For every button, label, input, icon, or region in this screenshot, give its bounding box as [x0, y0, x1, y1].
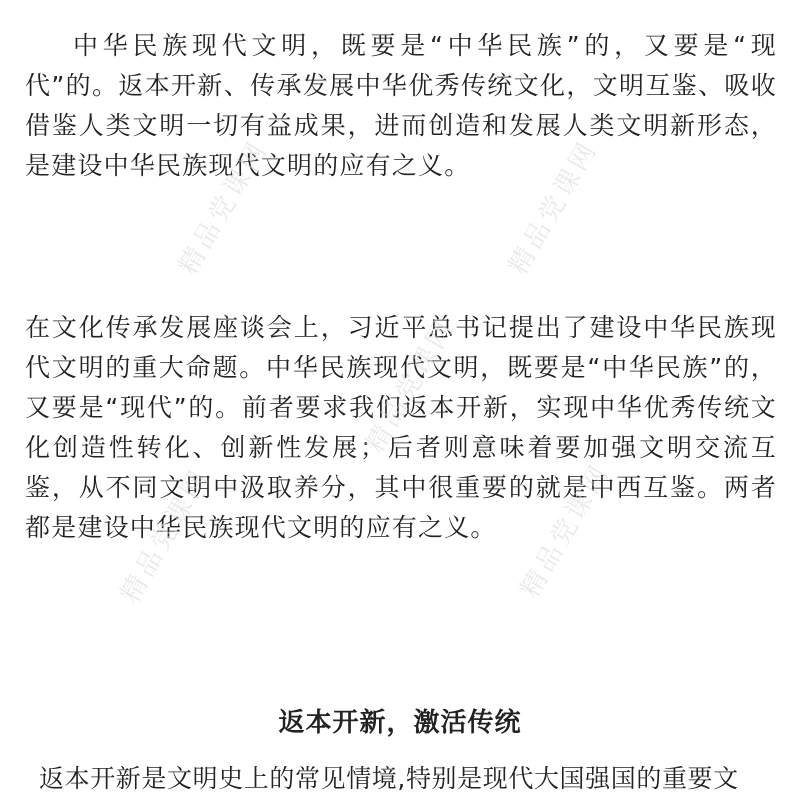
watermark-text: 精品党课网 [503, 135, 605, 280]
watermark-text: 精品党课网 [360, 313, 462, 458]
article-paragraph-1: 中华民族现代文明，既要是“中华民族”的，又要是“现代”的。返本开新、传承发展中华优秀传统文化，文明互鉴、吸收借鉴人类文明一切有益成果，进而创造和发展人类文明新形态，是建设中华民族现代文明的应有之义。 [25, 31, 777, 180]
watermark-text: 精品党课网 [515, 458, 617, 603]
article-paragraph-2: 在文化传承发展座谈会上，习近平总书记提出了建设中华民族现代文明的重大命题。中华民族现代文明，既要是“中华民族”的，又要是“现代”的。前者要求我们返本开新，实现中华优秀传统文化创造性转化、创新性发展；后者则意味着要加强文明交流互鉴，从不同文明中汲取养分，其中很重要的就是中西互鉴。两者都是建设中华民族现代文明的应有之义。 [25, 313, 777, 542]
section-paragraph: 返本开新是文明史上的常见情境,特别是现代大国强国的重要文 [39, 764, 739, 793]
watermark-text: 精品党课网 [173, 135, 275, 280]
watermark-text: 精品党课网 [115, 463, 217, 608]
section-heading: 返本开新，激活传统 [278, 708, 522, 738]
